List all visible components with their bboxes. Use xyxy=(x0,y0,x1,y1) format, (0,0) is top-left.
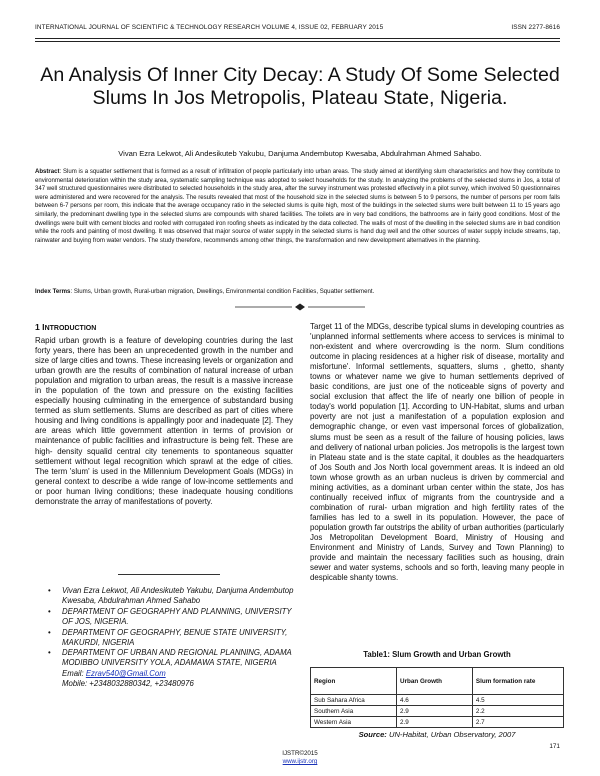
header-rule-2 xyxy=(35,41,560,42)
index-terms xyxy=(35,288,560,297)
section-number: 1 xyxy=(35,322,43,332)
footnote-rule xyxy=(118,574,220,575)
issn-label: ISSN 2277-8616 xyxy=(511,24,560,31)
slum-growth-table xyxy=(310,667,564,728)
table-cell: 2.2 xyxy=(472,706,563,717)
table-cell: 2.7 xyxy=(472,717,563,728)
mobile-line: Mobile: +2348032880342, +23480976 xyxy=(62,679,194,689)
intro-paragraph: Rapid urban growth is a feature of developing countries during the last forty years, there has been an unprecedented growth in the number and size of large cities and towns. These increasing levels or organization and urban growth are the results of combination of natural increase of urban population and migration to urban areas, the result is a massive increase in the population of the town and pressure on the existing facilities especially housing culminating in the emergence of substandard busing termed as slum settlements. Slums are described as part of cities where housing and living conditions is appallingly poor and inadequate [2]. They are areas which little government attention in terms of provision or maintenance of public facilities and infrastructure is being felt. These are high- density squalid central city tenements to spontaneous squatter settlement without legal recognition which sprawl at the edge of cities. The term 'slum' is used in the Millennium Development Goals (MDGs) in general context to describe a wide range of low-income settlements and or poor human living conditions; these inadequate housing conditions demonstrate the array of manifestations of poverty. xyxy=(35,336,293,506)
bullet-icon: • xyxy=(48,586,51,595)
affiliation-item: • DEPARTMENT OF GEOGRAPHY AND PLANNING, UNIVERSITY OF JOS, NIGERIA. xyxy=(48,606,292,626)
author-line: Vivan Ezra Lekwot, Ali Andesikuteb Yakubu, Danjuma Andembutop Kwesaba, Abdulrahman Ahmed Sahabo. xyxy=(118,149,482,158)
table-row xyxy=(311,695,564,706)
table-cell: 2.9 xyxy=(397,717,473,728)
abstract xyxy=(35,168,560,245)
table-cell: 2.9 xyxy=(397,706,473,717)
index-terms-label: Index Terms xyxy=(35,288,71,295)
abstract-text: : Slum is a squatter settlement that is formed as a result of infiltration of people particularly into urban areas. The study aimed at identifying slum characteristics and how they contribute to environmental deterioration within the study area, systematic sampling technique was adopted to select households for the study. In analyzing the problems of the selected slums in Jos, a total of 347 well structured questionnaires were distributed to selected households in the study area, after the survey instrument was protested effectively in a pilot survey, which involved 50 questionnaires were administered and were recovered for the analysis. The results revealed that most of the household size in the selected slums is between 5 to 9 persons, the number of persons per room falls between 6-7 persons per room, this indicate that the average occupancy ratio in the selected slums is quite high, most of the buildings in the selected slums were built between 11 to 15 years ago similarly, the predominant dwelling type in the selected slums are compounds with shared facilities. The toilets are in very bad conditions, the bathrooms are in fairly good conditions. Most of the dwellings were built with cement blocks and roofed with corrugated iron roofing sheets as indicated by the data collected. The walls of most of the dwelling in the selected slums are in bad condition while the roofs and painting of most dwelling. It was observed that major source of water supply in the selected slums is hand dug well and the other sources of water supply include streams, tap, rainwater and buying from water vendors. The study therefore, recommends among other things, the transformation and new development alternatives in the planning. xyxy=(35,169,560,244)
table-cell: Southern Asia xyxy=(311,706,397,717)
journal-header: INTERNATIONAL JOURNAL OF SCIENTIFIC & TECHNOLOGY RESEARCH VOLUME 4, ISSUE 02, FEBRUARY 2015 xyxy=(35,24,384,31)
ornament-divider xyxy=(235,302,365,312)
table-header-cell: Urban Growth xyxy=(397,668,473,695)
table-cell: Western Asia xyxy=(311,717,397,728)
table-source xyxy=(310,730,564,739)
paper-title: An Analysis Of Inner City Decay: A Study Of Some Selected Slums In Jos Metropolis, Plateau State, Nigeria. xyxy=(40,64,560,109)
footer-copyright: IJSTR©2015 xyxy=(282,750,318,757)
table-cell: 4.5 xyxy=(472,695,563,706)
section-initial: I xyxy=(42,322,45,332)
header-rule xyxy=(35,38,560,39)
table-row xyxy=(311,717,564,728)
bullet-icon: • xyxy=(48,627,51,637)
affiliation-item: • DEPARTMENT OF URBAN AND REGIONAL PLANNING, ADAMA MODIBBO UNIVERSITY YOLA, ADAMAWA STATE, NIGERIA xyxy=(48,648,292,668)
page-footer xyxy=(0,750,600,766)
left-column xyxy=(35,322,293,507)
affiliation-item: • Vivan Ezra Lekwot, Ali Andesikuteb Yakubu, Danjuma Andembutop Kwesaba, Abdulrahman Ahmed Sahabo xyxy=(48,586,294,605)
table-cell: Sub Sahara Africa xyxy=(311,695,397,706)
source-label: Source: xyxy=(358,730,387,739)
table-title: Table1: Slum Growth and Urban Growth xyxy=(363,650,511,659)
table-header-row xyxy=(311,668,564,695)
email-line: Email: Ezrav540@Gmail.Com xyxy=(62,669,166,679)
bullet-icon: • xyxy=(48,648,51,658)
right-paragraph: Target 11 of the MDGs, describe typical slums in developing countries as 'unplanned informal settlements where access to services is minimal to non-existent and where overcrowding is the norm. Slum conditions outcome in placing residences at a higher risk of disease, mortality and misfortune'. Informal settlements, squatters, slums , ghetto, shanty towns or whatever name we give to human settlements deprived of basic conditions, are just one of the noticeable signs of poverty and social exclusion that affect the life of nearly one billion of people in today's world population [1]. According to UN-Habitat, slums and urban poverty are not just a manifestation of a population explosion and demographic change, or even vast impersonal forces of globalization, slums must be seen as a result of the failure of housing policies, laws and delivery of national urban policies. Jos metropolis is the largest town in Plateau state and is the state capital, it doubles as the headquarters of Jos South and Jos North local government areas. It is indeed an old town whose growth as an urban nucleus is driven by commercial and mining activities, as a dominant urban center within the state, Jos has continually received influx of migrants from the countryside and a combination of rural- urban migration and high fertility rates of the families has led to a swell in its population. However, the pace of population growth far outstrips the ability of urban authorities (particularly Jos Metropolitan Development Board, Ministry of Housing and Environment and Ministry of Lands, Survey and Town Planning) to provide and maintain the necessary facilities such as housing, drain sewer and water systems, schools and so forth, leaving many people in despicable shanty towns. xyxy=(310,322,564,583)
table-header-cell: Slum formation rate xyxy=(472,668,563,695)
section-heading-introduction xyxy=(35,322,293,334)
footer-link[interactable]: www.ijstr.org xyxy=(282,758,318,765)
affiliation-list xyxy=(48,586,298,689)
bullet-icon: • xyxy=(48,606,51,616)
table-header-cell: Region xyxy=(311,668,397,695)
table-cell: 4.6 xyxy=(397,695,473,706)
table-row xyxy=(311,706,564,717)
section-rest: NTRODUCTION xyxy=(44,325,97,332)
abstract-label: Abstract xyxy=(35,169,60,175)
email-link[interactable]: Ezrav540@Gmail.Com xyxy=(85,669,166,679)
page-number: 171 xyxy=(549,743,560,750)
source-text: UN-Habitat, Urban Observatory, 2007 xyxy=(386,730,516,739)
affiliation-item: • DEPARTMENT OF GEOGRAPHY, BENUE STATE UNIVERSITY, MAKURDI, NIGERIA xyxy=(48,627,288,647)
index-terms-text: : Slums, Urban growth, Rural-urban migration, Dwellings, Environmental condition Facilities, Squatter settlement. xyxy=(70,288,375,295)
right-column xyxy=(310,322,564,583)
